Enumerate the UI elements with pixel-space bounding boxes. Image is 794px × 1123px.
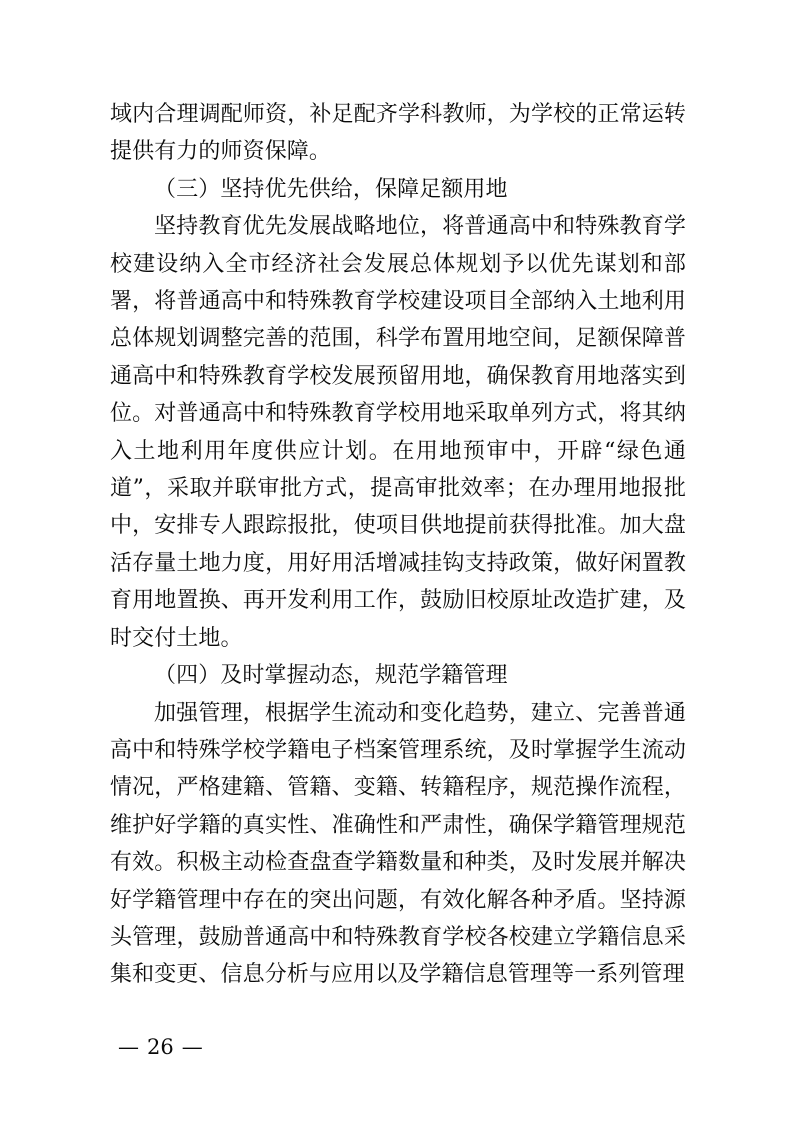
page-number: 26 — [147, 1035, 174, 1059]
text-block — [110, 96, 686, 994]
section-heading-4: （四）及时掌握动态，规范学籍管理 — [154, 663, 508, 689]
paragraph-student-records: 加强管理，根据学生流动和变化趋势，建立、完善普通高中和特殊学校学籍电子档案管理系统，及时掌握学生流动情况，严格建籍、管籍、变籍、转籍程序，规范操作流程，维护好学籍的真实性、准确性和严肃性，确保学籍管理规范有效。积极主动检查盘查学籍数量和种类，及时发展并解决好学籍管理中存在的突出问题，有效化解各种矛盾。坚持源头管理，鼓励普通高中和特殊教育学校各校建立学籍信息采集和变更、信息分析与应用以及学籍信息管理等一系列管理 — [110, 700, 686, 988]
footer-dash-right: — — [181, 1035, 203, 1059]
paragraph-land-supply: 坚持教育优先发展战略地位，将普通高中和特殊教育学校建设纳入全市经济社会发展总体规划予以优先谋划和部署，将普通高中和特殊教育学校建设项目全部纳入土地利用总体规划调整完善的范围，科学布置用地空间，足额保障普通高中和特殊教育学校发展预留用地，确保教育用地落实到位。对普通高中和特殊教育学校用地采取单列方式，将其纳入土地利用年度供应计划。在用地预审中，开辟“绿色通道”，采取并联审批方式，提高审批效率；在办理用地报批中，安排专人跟踪报批，使项目供地提前获得批准。加大盘活存量土地力度，用好用活增减挂钩支持政策，做好闲置教育用地置换、再开发利用工作，鼓励旧校原址改造扩建，及时交付土地。 — [110, 214, 686, 651]
section-heading-3: （三）坚持优先供给，保障足额用地 — [154, 176, 508, 202]
footer-dash-left: — — [118, 1035, 139, 1059]
page-footer — [112, 1035, 209, 1059]
paragraph-continuation: 域内合理调配师资，补足配齐学科教师，为学校的正常运转提供有力的师资保障。 — [110, 102, 686, 165]
